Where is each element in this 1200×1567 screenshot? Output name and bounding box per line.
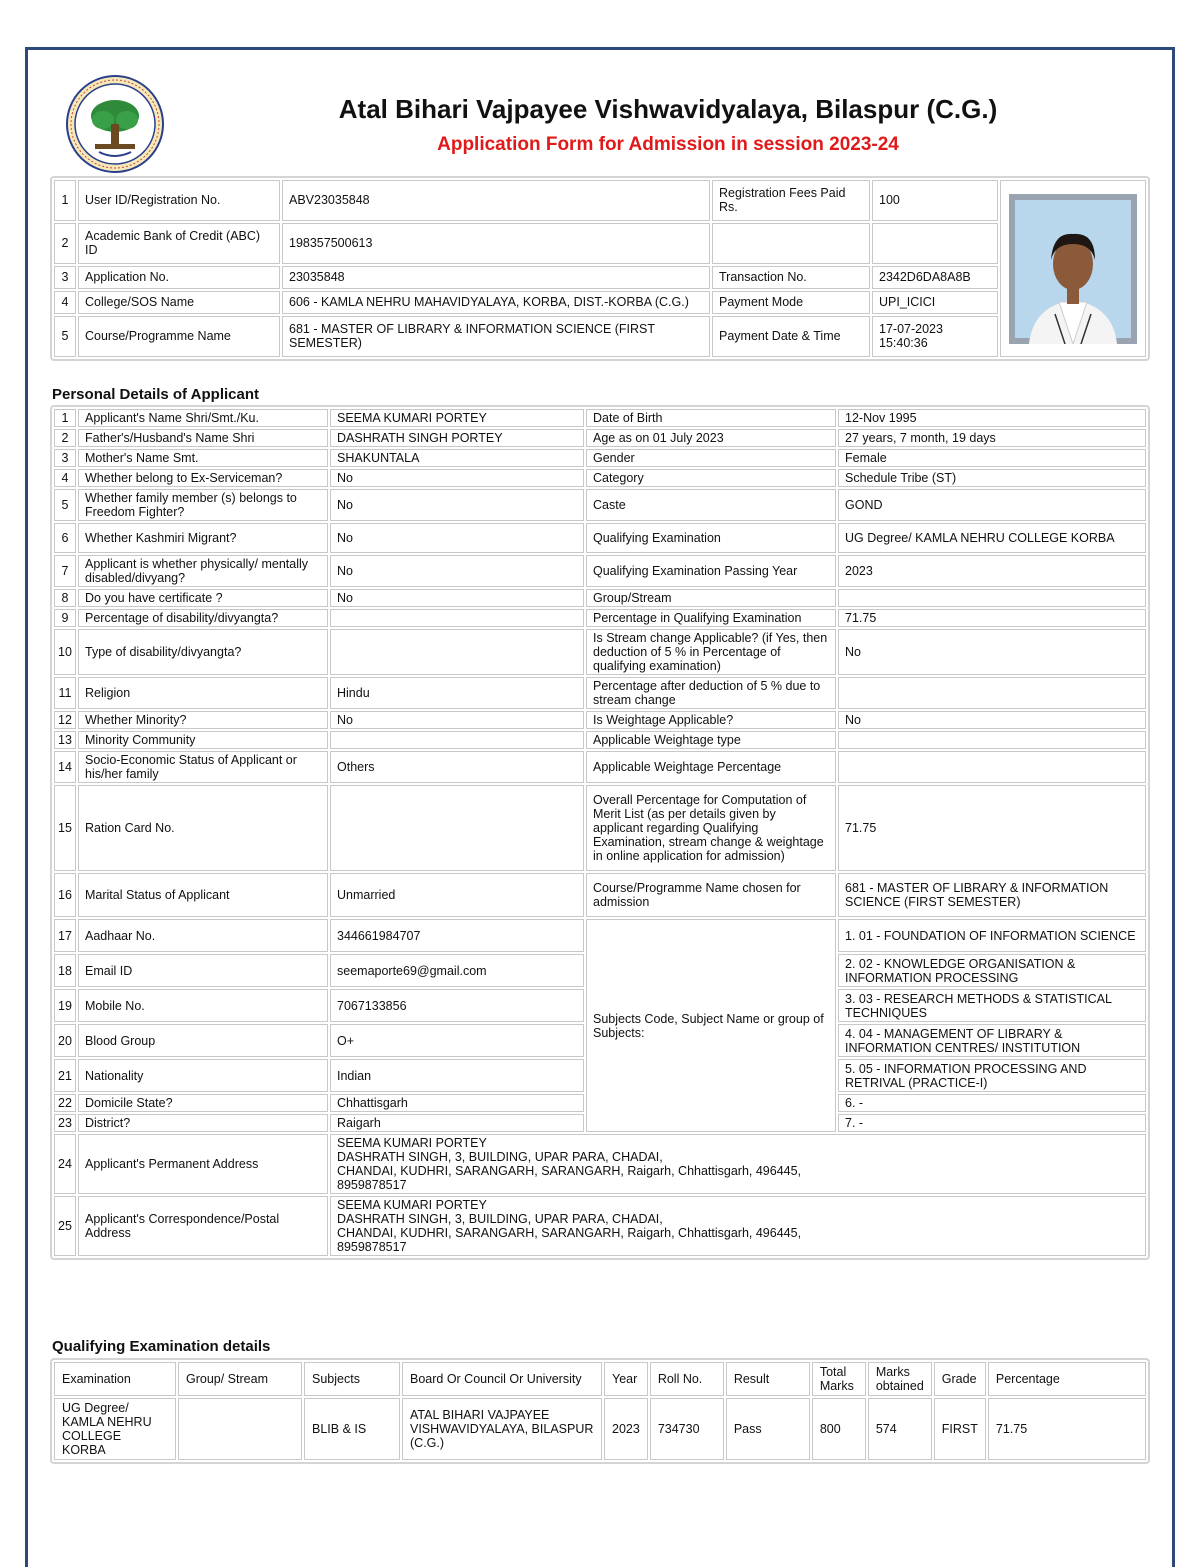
field-value: 344661984707 <box>330 919 584 952</box>
table-cell: BLIB & IS <box>304 1398 400 1460</box>
applicant-photo <box>1009 194 1137 344</box>
field-value: No <box>330 555 584 587</box>
field-label: Email ID <box>78 954 328 987</box>
table-row <box>54 629 1146 675</box>
field-label: District? <box>78 1114 328 1132</box>
row-number: 25 <box>54 1196 76 1256</box>
field-label: Qualifying Examination <box>586 523 836 553</box>
field-value: ABV23035848 <box>282 180 710 221</box>
field-label: Do you have certificate ? <box>78 589 328 607</box>
field-value: Raigarh <box>330 1114 584 1132</box>
row-number: 3 <box>54 449 76 467</box>
field-value: No <box>330 711 584 729</box>
column-header: Total Marks <box>812 1362 866 1396</box>
row-number: 11 <box>54 677 76 709</box>
field-value: 12-Nov 1995 <box>838 409 1146 427</box>
field-label: User ID/Registration No. <box>78 180 280 221</box>
field-value: No <box>330 523 584 553</box>
column-header: Examination <box>54 1362 176 1396</box>
field-label: Ration Card No. <box>78 785 328 871</box>
field-value <box>838 731 1146 749</box>
table-row <box>54 873 1146 917</box>
row-number: 14 <box>54 751 76 783</box>
field-label: Minority Community <box>78 731 328 749</box>
field-label: Religion <box>78 677 328 709</box>
table-row <box>54 180 1146 221</box>
row-number: 17 <box>54 919 76 952</box>
row-number: 6 <box>54 523 76 553</box>
row-number: 4 <box>54 291 76 314</box>
field-label: Applicant's Name Shri/Smt./Ku. <box>78 409 328 427</box>
field-label: Mobile No. <box>78 989 328 1022</box>
field-label: Qualifying Examination Passing Year <box>586 555 836 587</box>
table-row <box>54 489 1146 521</box>
field-label: Percentage after deduction of 5 % due to stream change <box>586 677 836 709</box>
field-value: No <box>330 489 584 521</box>
field-label: Gender <box>586 449 836 467</box>
field-label: Date of Birth <box>586 409 836 427</box>
column-header: Marks obtained <box>868 1362 932 1396</box>
table-cell: UG Degree/ KAMLA NEHRU COLLEGE KORBA <box>54 1398 176 1460</box>
address-line: DASHRATH SINGH, 3, BUILDING, UPAR PARA, CHADAI, <box>337 1150 663 1164</box>
field-value: UG Degree/ KAMLA NEHRU COLLEGE KORBA <box>838 523 1146 553</box>
table-cell: 800 <box>812 1398 866 1460</box>
field-value: 100 <box>872 180 998 221</box>
university-title: Atal Bihari Vajpayee Vishwavidyalaya, Bilaspur (C.G.) <box>338 94 998 124</box>
field-label: Registration Fees Paid Rs. <box>712 180 870 221</box>
table-row <box>54 751 1146 783</box>
field-label: Applicable Weightage type <box>586 731 836 749</box>
registration-panel <box>50 176 1150 361</box>
column-header: Percentage <box>988 1362 1146 1396</box>
qualifying-section-title: Qualifying Examination details <box>52 1338 271 1355</box>
address-value <box>330 1134 1146 1194</box>
field-value: 71.75 <box>838 785 1146 871</box>
column-header: Year <box>604 1362 648 1396</box>
table-row <box>54 523 1146 553</box>
field-label: Academic Bank of Credit (ABC) ID <box>78 223 280 264</box>
field-value: No <box>330 589 584 607</box>
subject-item: 4. 04 - MANAGEMENT OF LIBRARY & INFORMATION CENTRES/ INSTITUTION <box>838 1024 1146 1057</box>
field-label: Course/Programme Name chosen for admission <box>586 873 836 917</box>
table-row <box>54 1134 1146 1194</box>
field-label: Category <box>586 469 836 487</box>
table-row <box>54 609 1146 627</box>
field-label: Payment Date & Time <box>712 316 870 357</box>
field-label: Caste <box>586 489 836 521</box>
row-number: 23 <box>54 1114 76 1132</box>
subject-item: 1. 01 - FOUNDATION OF INFORMATION SCIENCE <box>838 919 1146 952</box>
field-value: UPI_ICICI <box>872 291 998 314</box>
row-number: 8 <box>54 589 76 607</box>
field-value: 7067133856 <box>330 989 584 1022</box>
address-line: SEEMA KUMARI PORTEY <box>337 1136 487 1150</box>
row-number: 7 <box>54 555 76 587</box>
field-value: Hindu <box>330 677 584 709</box>
field-label: Application No. <box>78 266 280 289</box>
row-number: 3 <box>54 266 76 289</box>
field-value: DASHRATH SINGH PORTEY <box>330 429 584 447</box>
table-cell: 734730 <box>650 1398 724 1460</box>
subject-item: 7. - <box>838 1114 1146 1132</box>
row-number: 21 <box>54 1059 76 1092</box>
field-value: No <box>330 469 584 487</box>
table-cell: 2023 <box>604 1398 648 1460</box>
field-label: Applicant's Correspondence/Postal Address <box>78 1196 328 1256</box>
table-row <box>54 449 1146 467</box>
row-number: 20 <box>54 1024 76 1057</box>
field-label: Whether belong to Ex-Serviceman? <box>78 469 328 487</box>
field-label: Course/Programme Name <box>78 316 280 357</box>
table-header-row <box>54 1362 1146 1396</box>
field-label: Applicant's Permanent Address <box>78 1134 328 1194</box>
address-line: DASHRATH SINGH, 3, BUILDING, UPAR PARA, CHADAI, <box>337 1212 663 1226</box>
table-cell: 71.75 <box>988 1398 1146 1460</box>
column-header: Roll No. <box>650 1362 724 1396</box>
row-number: 16 <box>54 873 76 917</box>
row-number: 4 <box>54 469 76 487</box>
field-label: Domicile State? <box>78 1094 328 1112</box>
field-label: Whether Minority? <box>78 711 328 729</box>
table-cell: 574 <box>868 1398 932 1460</box>
field-label: Mother's Name Smt. <box>78 449 328 467</box>
field-label: Percentage of disability/divyangta? <box>78 609 328 627</box>
address-line: 8959878517 <box>337 1178 407 1192</box>
table-row <box>54 711 1146 729</box>
field-value: GOND <box>838 489 1146 521</box>
row-number: 9 <box>54 609 76 627</box>
registration-table <box>52 178 1148 359</box>
field-value: 681 - MASTER OF LIBRARY & INFORMATION SCIENCE (FIRST SEMESTER) <box>838 873 1146 917</box>
row-number: 24 <box>54 1134 76 1194</box>
field-label: Group/Stream <box>586 589 836 607</box>
field-label: Percentage in Qualifying Examination <box>586 609 836 627</box>
subject-item: 3. 03 - RESEARCH METHODS & STATISTICAL TECHNIQUES <box>838 989 1146 1022</box>
field-label: Age as on 01 July 2023 <box>586 429 836 447</box>
field-value: 23035848 <box>282 266 710 289</box>
field-value: Others <box>330 751 584 783</box>
table-row <box>54 409 1146 427</box>
qualifying-table <box>52 1360 1148 1462</box>
field-label: Is Stream change Applicable? (if Yes, then deduction of 5 % in Percentage of qualifying examination) <box>586 629 836 675</box>
row-number: 1 <box>54 409 76 427</box>
personal-details-table <box>52 407 1148 1258</box>
personal-details-panel <box>50 405 1150 1260</box>
field-label: Blood Group <box>78 1024 328 1057</box>
field-value <box>330 785 584 871</box>
field-label: Marital Status of Applicant <box>78 873 328 917</box>
photo-cell <box>1000 180 1146 357</box>
field-label: Overall Percentage for Computation of Merit List (as per details given by applicant regarding Qualifying Examination, stream change & weightage in online application for admission) <box>586 785 836 871</box>
field-value: 27 years, 7 month, 19 days <box>838 429 1146 447</box>
field-label <box>712 223 870 264</box>
field-value: seemaporte69@gmail.com <box>330 954 584 987</box>
subject-item: 2. 02 - KNOWLEDGE ORGANISATION & INFORMATION PROCESSING <box>838 954 1146 987</box>
table-row <box>54 1398 1146 1460</box>
field-label: Applicant is whether physically/ mentally disabled/divyang? <box>78 555 328 587</box>
column-header: Grade <box>934 1362 986 1396</box>
table-row <box>54 316 1146 357</box>
table-row <box>54 731 1146 749</box>
field-value: 2023 <box>838 555 1146 587</box>
table-row <box>54 677 1146 709</box>
row-number: 12 <box>54 711 76 729</box>
field-value: 198357500613 <box>282 223 710 264</box>
field-label: Whether family member (s) belongs to Freedom Fighter? <box>78 489 328 521</box>
qualifying-panel <box>50 1358 1150 1464</box>
table-row <box>54 291 1146 314</box>
field-value: Indian <box>330 1059 584 1092</box>
university-logo <box>64 74 166 174</box>
field-value: No <box>838 711 1146 729</box>
field-value: 71.75 <box>838 609 1146 627</box>
field-label: Socio-Economic Status of Applicant or his/her family <box>78 751 328 783</box>
field-label: Applicable Weightage Percentage <box>586 751 836 783</box>
field-value: SHAKUNTALA <box>330 449 584 467</box>
field-value: 17-07-2023 15:40:36 <box>872 316 998 357</box>
table-cell <box>178 1398 302 1460</box>
field-label: Aadhaar No. <box>78 919 328 952</box>
row-number: 15 <box>54 785 76 871</box>
field-value: O+ <box>330 1024 584 1057</box>
form-subtitle: Application Form for Admission in session 2023-24 <box>437 134 899 155</box>
row-number: 2 <box>54 429 76 447</box>
table-row <box>54 785 1146 871</box>
field-label: Type of disability/divyangta? <box>78 629 328 675</box>
field-label: Father's/Husband's Name Shri <box>78 429 328 447</box>
field-label: Is Weightage Applicable? <box>586 711 836 729</box>
address-line: 8959878517 <box>337 1240 407 1254</box>
field-value <box>838 589 1146 607</box>
table-cell: FIRST <box>934 1398 986 1460</box>
address-line: CHANDAI, KUDHRI, SARANGARH, SARANGARH, Raigarh, Chhattisgarh, 496445, <box>337 1164 802 1178</box>
field-value: No <box>838 629 1146 675</box>
field-label: Transaction No. <box>712 266 870 289</box>
field-label: Nationality <box>78 1059 328 1092</box>
table-row <box>54 469 1146 487</box>
field-value: 606 - KAMLA NEHRU MAHAVIDYALAYA, KORBA, DIST.-KORBA (C.G.) <box>282 291 710 314</box>
column-header: Result <box>726 1362 810 1396</box>
table-row <box>54 589 1146 607</box>
table-row <box>54 429 1146 447</box>
field-value: Unmarried <box>330 873 584 917</box>
table-row <box>54 266 1146 289</box>
field-value: SEEMA KUMARI PORTEY <box>330 409 584 427</box>
table-cell: Pass <box>726 1398 810 1460</box>
field-value: Schedule Tribe (ST) <box>838 469 1146 487</box>
row-number: 19 <box>54 989 76 1022</box>
field-value <box>872 223 998 264</box>
row-number: 10 <box>54 629 76 675</box>
table-cell: ATAL BIHARI VAJPAYEE VISHWAVIDYALAYA, BILASPUR (C.G.) <box>402 1398 602 1460</box>
field-value <box>838 751 1146 783</box>
column-header: Board Or Council Or University <box>402 1362 602 1396</box>
subject-item: 6. - <box>838 1094 1146 1112</box>
field-value: Female <box>838 449 1146 467</box>
field-label: Payment Mode <box>712 291 870 314</box>
field-label: Whether Kashmiri Migrant? <box>78 523 328 553</box>
field-value: Chhattisgarh <box>330 1094 584 1112</box>
row-number: 13 <box>54 731 76 749</box>
field-value: 2342D6DA8A8B <box>872 266 998 289</box>
address-line: CHANDAI, KUDHRI, SARANGARH, SARANGARH, Raigarh, Chhattisgarh, 496445, <box>337 1226 802 1240</box>
row-number: 18 <box>54 954 76 987</box>
row-number: 1 <box>54 180 76 221</box>
column-header: Subjects <box>304 1362 400 1396</box>
table-row <box>54 555 1146 587</box>
subject-item: 5. 05 - INFORMATION PROCESSING AND RETRIVAL (PRACTICE-I) <box>838 1059 1146 1092</box>
field-label: College/SOS Name <box>78 291 280 314</box>
row-number: 2 <box>54 223 76 264</box>
field-value: 681 - MASTER OF LIBRARY & INFORMATION SCIENCE (FIRST SEMESTER) <box>282 316 710 357</box>
subjects-label: Subjects Code, Subject Name or group of Subjects: <box>586 919 836 1132</box>
field-value <box>330 609 584 627</box>
field-value <box>330 629 584 675</box>
field-value <box>838 677 1146 709</box>
field-value <box>330 731 584 749</box>
table-row <box>54 223 1146 264</box>
address-value <box>330 1196 1146 1256</box>
row-number: 5 <box>54 489 76 521</box>
table-row <box>54 1196 1146 1256</box>
row-number: 5 <box>54 316 76 357</box>
row-number: 22 <box>54 1094 76 1112</box>
personal-section-title: Personal Details of Applicant <box>52 386 259 403</box>
column-header: Group/ Stream <box>178 1362 302 1396</box>
address-line: SEEMA KUMARI PORTEY <box>337 1198 487 1212</box>
table-row <box>54 919 1146 952</box>
